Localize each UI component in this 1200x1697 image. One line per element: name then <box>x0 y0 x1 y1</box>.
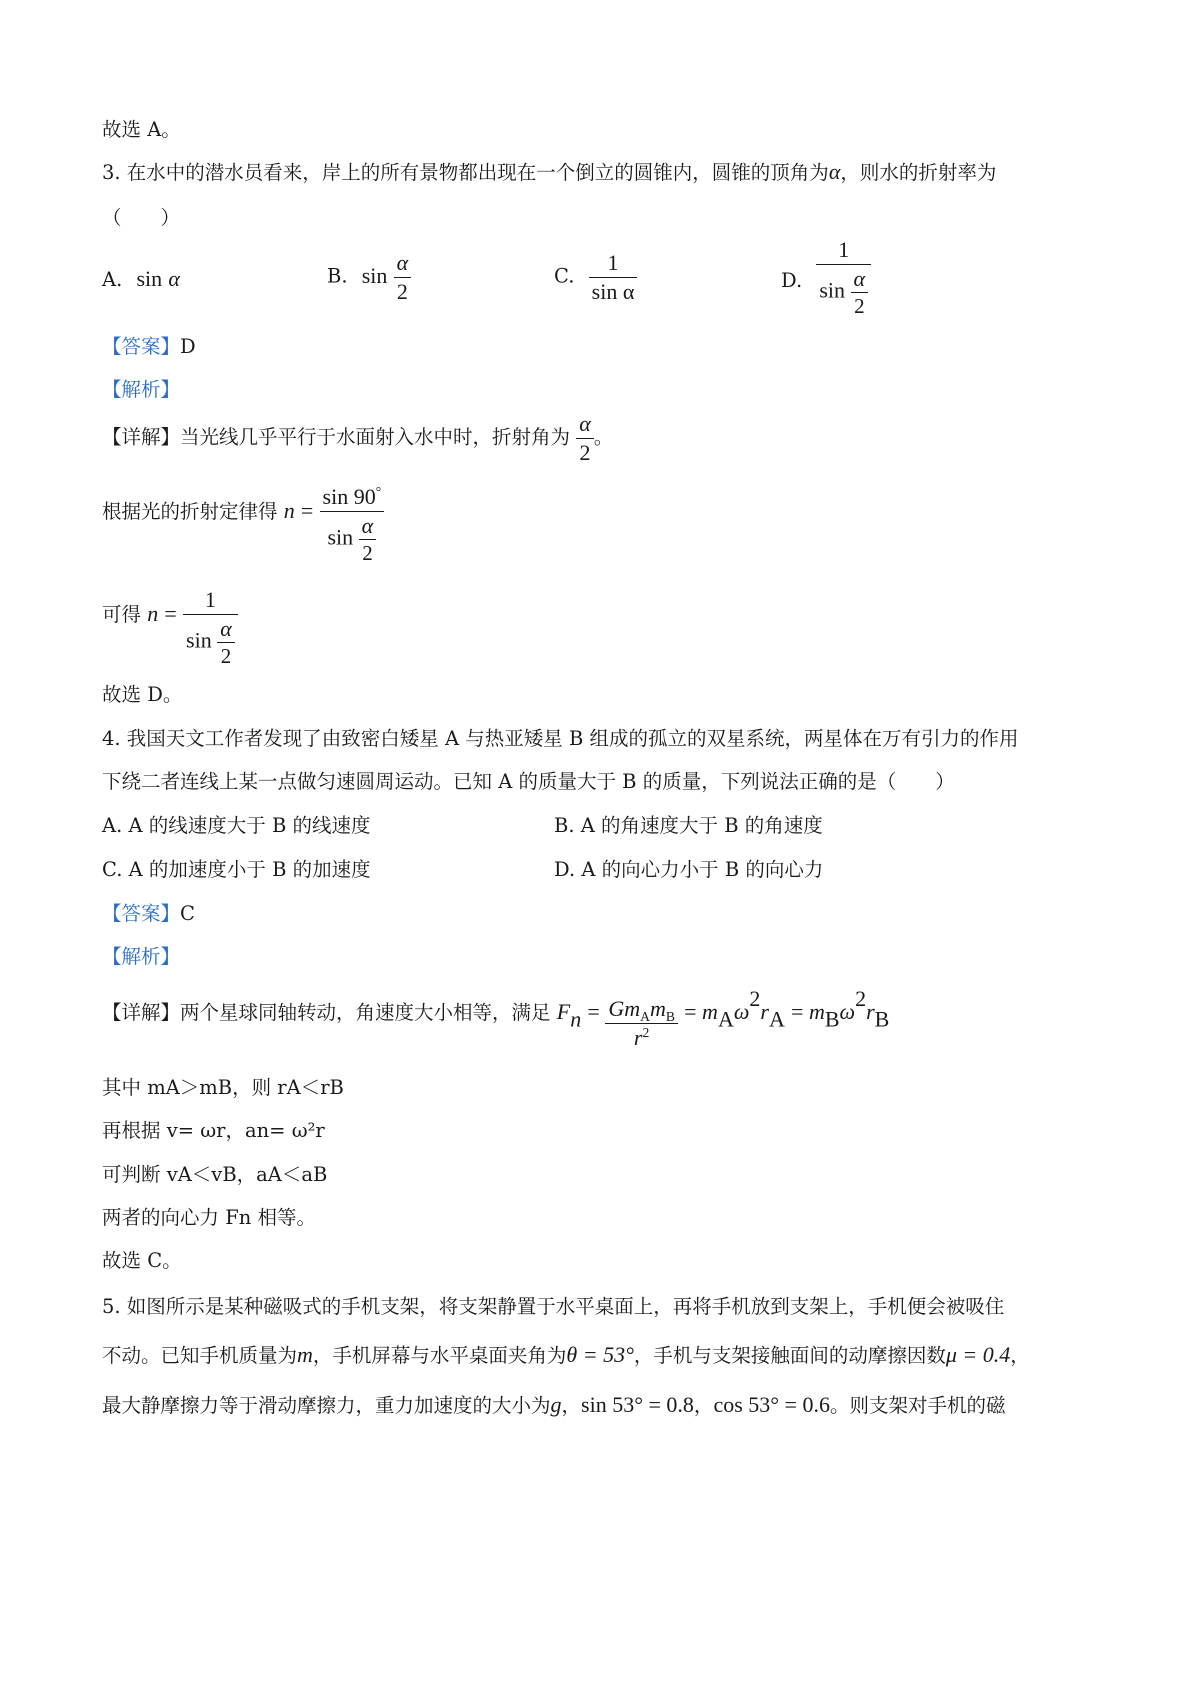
q3-detail <box>102 410 613 466</box>
q5-line2-c: ，手机与支架接触面间的动摩擦因数 <box>633 1344 946 1367</box>
q4-option-b: B. A 的角速度大于 B 的角速度 <box>554 814 823 837</box>
q3-option-c-den: sin α <box>591 278 635 304</box>
q5-line2-m: m <box>297 1342 313 1367</box>
q4-stem-line2: 下绕二者连线上某一点做匀速圆周运动。已知 A 的质量大于 B 的质量，下列说法正确的是（ ） <box>102 770 955 793</box>
q3-result-fraction <box>183 586 238 669</box>
q4-analysis-tag: 【解析】 <box>102 945 181 968</box>
q3-detail-frac-num: α <box>576 410 594 439</box>
q4-answer-tag: 【答案】 <box>102 902 181 925</box>
q3-result-den-sin: sin <box>186 626 212 652</box>
q3-option-d-fraction <box>816 236 871 319</box>
q3-result-den-fraction <box>217 615 235 670</box>
q4-detail-text: 两个星球同轴转动，角速度大小相等，满足 <box>180 1000 551 1024</box>
q4-line-relation: 再根据 v= ωr，an= ω²r <box>102 1119 325 1142</box>
q3-option-d-den <box>816 265 871 320</box>
q3-detail-text: 当光线几乎平行于水面射入水中时，折射角为 <box>180 425 571 449</box>
q3-option-d-num: 1 <box>816 236 871 265</box>
q4-option-d: D. A 的向心力小于 B 的向心力 <box>554 858 824 881</box>
q4-formula-f: $F_n$ <box>556 998 582 1032</box>
q5-line3-b: ， <box>561 1394 582 1417</box>
q3-conclusion: 故选 D。 <box>102 683 183 706</box>
q3-law-den-den: 2 <box>362 541 373 565</box>
q3-option-d-label: D. <box>781 269 803 293</box>
q4-formula-num: $Gm_Am_B$ <box>605 995 678 1024</box>
q3-law-fraction <box>320 483 385 566</box>
q3-option-d-den-sin: sin <box>819 276 846 302</box>
q5-line3-sin: sin 53° = 0.8 <box>581 1392 694 1417</box>
q3-detail-frac-den: 2 <box>579 439 591 465</box>
q3-option-d <box>781 236 871 319</box>
q3-answer-tag: 【答案】 <box>102 335 181 358</box>
q5-line3 <box>102 1390 1005 1418</box>
q3-result-text: 可得 <box>102 603 142 627</box>
q5-line2 <box>102 1340 1030 1368</box>
q3-option-d-den-num: α <box>851 265 869 294</box>
q3-stem-end: ，则水的折射率为 <box>840 161 997 184</box>
q3-option-b <box>327 249 411 305</box>
q3-stem-text: 3. 在水中的潜水员看来，岸上的所有景物都出现在一个倒立的圆锥内，圆锥的顶角为 <box>102 161 829 184</box>
q3-stem-line1 <box>102 157 996 185</box>
q5-line3-d: 。则支架对手机的磁 <box>829 1394 1006 1417</box>
q3-option-b-den: 2 <box>396 278 408 304</box>
q3-option-b-num: α <box>394 249 412 278</box>
q3-detail-tag: 【详解】 <box>102 425 181 449</box>
q3-law <box>102 483 384 566</box>
q3-law-den-num: α <box>359 512 377 541</box>
q3-answer-value: D <box>180 335 196 358</box>
q5-line2-b: ，手机屏幕与水平桌面夹角为 <box>312 1344 567 1367</box>
q3-option-d-den-fraction <box>851 265 869 320</box>
q3-option-a-label: A. <box>102 268 123 291</box>
q3-option-a <box>102 266 180 292</box>
q3-option-b-label: B. <box>327 264 348 288</box>
q3-law-den-fraction <box>359 512 377 567</box>
q3-option-c-fraction <box>589 249 638 305</box>
q3-result-den <box>183 615 238 670</box>
q4-option-a: A. A 的线速度大于 B 的线速度 <box>102 814 371 837</box>
q3-stem-line2: （ ） <box>102 206 181 229</box>
q4-formula-eq1: = <box>587 998 606 1024</box>
q3-option-b-sin: sin <box>361 262 388 288</box>
q3-option-c-label: C. <box>554 264 575 288</box>
q5-line1: 5. 如图所示是某种磁吸式的手机支架，将支架静置于水平桌面上，再将手机放到支架上，手机便会被吸住 <box>102 1295 1005 1318</box>
q3-law-n: n <box>283 498 295 524</box>
q2-conclusion: 故选 A。 <box>102 118 181 141</box>
q3-option-d-den-den: 2 <box>854 294 865 318</box>
q4-stem-line1: 4. 我国天文工作者发现了由致密白矮星 A 与热亚矮星 B 组成的孤立的双星系统，两星体在万有引力的作用 <box>102 727 1019 750</box>
q3-law-text: 根据光的折射定律得 <box>102 500 278 524</box>
q3-law-eq: = <box>300 498 314 524</box>
q4-formula-den: $r^2$ <box>633 1024 650 1050</box>
q5-line3-a: 最大静摩擦力等于滑动摩擦力，重力加速度的大小为 <box>102 1394 551 1417</box>
q4-formula-fraction <box>605 995 678 1051</box>
q3-analysis-tag: 【解析】 <box>102 378 181 401</box>
q3-law-num <box>320 483 385 512</box>
q4-formula <box>556 998 606 1032</box>
q3-stem-alpha: α <box>828 159 841 184</box>
q5-line3-cos: cos 53° = 0.6 <box>713 1392 830 1417</box>
q3-result-num: 1 <box>183 586 238 615</box>
q5-line2-a: 不动。已知手机质量为 <box>102 1344 298 1367</box>
q5-line2-mu: μ = 0.4 <box>945 1342 1011 1367</box>
q4-line-mass: 其中 mA＞mB，则 rA＜rB <box>102 1076 344 1099</box>
q3-detail-end: 。 <box>593 425 614 449</box>
q4-formula-rest: = $m_A\omega^2r_A = m_B\omega^2r_B$ <box>684 985 890 1032</box>
q3-option-a-arg: α <box>168 266 180 291</box>
q4-detail-tag: 【详解】 <box>102 1000 181 1024</box>
q5-line2-d: ， <box>1010 1344 1030 1367</box>
q3-law-den <box>320 512 385 567</box>
q3-detail-fraction <box>576 410 594 466</box>
q3-law-num-text: sin 90 <box>322 484 376 509</box>
q3-result-den-num: α <box>217 615 235 644</box>
q3-option-c <box>554 249 637 305</box>
q4-option-c: C. A 的加速度小于 B 的加速度 <box>102 858 371 881</box>
q5-line2-theta: θ = 53° <box>566 1342 634 1367</box>
q3-law-den-sin: sin <box>327 523 354 549</box>
q5-line3-c: ， <box>693 1394 714 1417</box>
q3-option-a-sin: sin <box>136 266 163 291</box>
q3-result-eq: = <box>164 601 177 627</box>
q3-result-den-den: 2 <box>220 644 232 668</box>
q3-result <box>102 586 238 669</box>
q4-answer <box>102 898 195 926</box>
q4-line-force: 两者的向心力 Fn 相等。 <box>102 1206 316 1229</box>
q4-detail <box>102 985 890 1051</box>
q3-option-b-fraction <box>394 249 412 305</box>
q5-line3-g: g <box>550 1392 562 1417</box>
q4-answer-value: C <box>180 902 195 925</box>
q3-answer <box>102 331 196 359</box>
q4-conclusion: 故选 C。 <box>102 1249 182 1272</box>
q4-line-judge: 可判断 vA＜vB，aA＜aB <box>102 1163 328 1186</box>
q3-law-degree: ° <box>375 483 382 499</box>
q3-option-c-num: 1 <box>589 249 638 278</box>
q3-result-n: n <box>147 601 159 627</box>
